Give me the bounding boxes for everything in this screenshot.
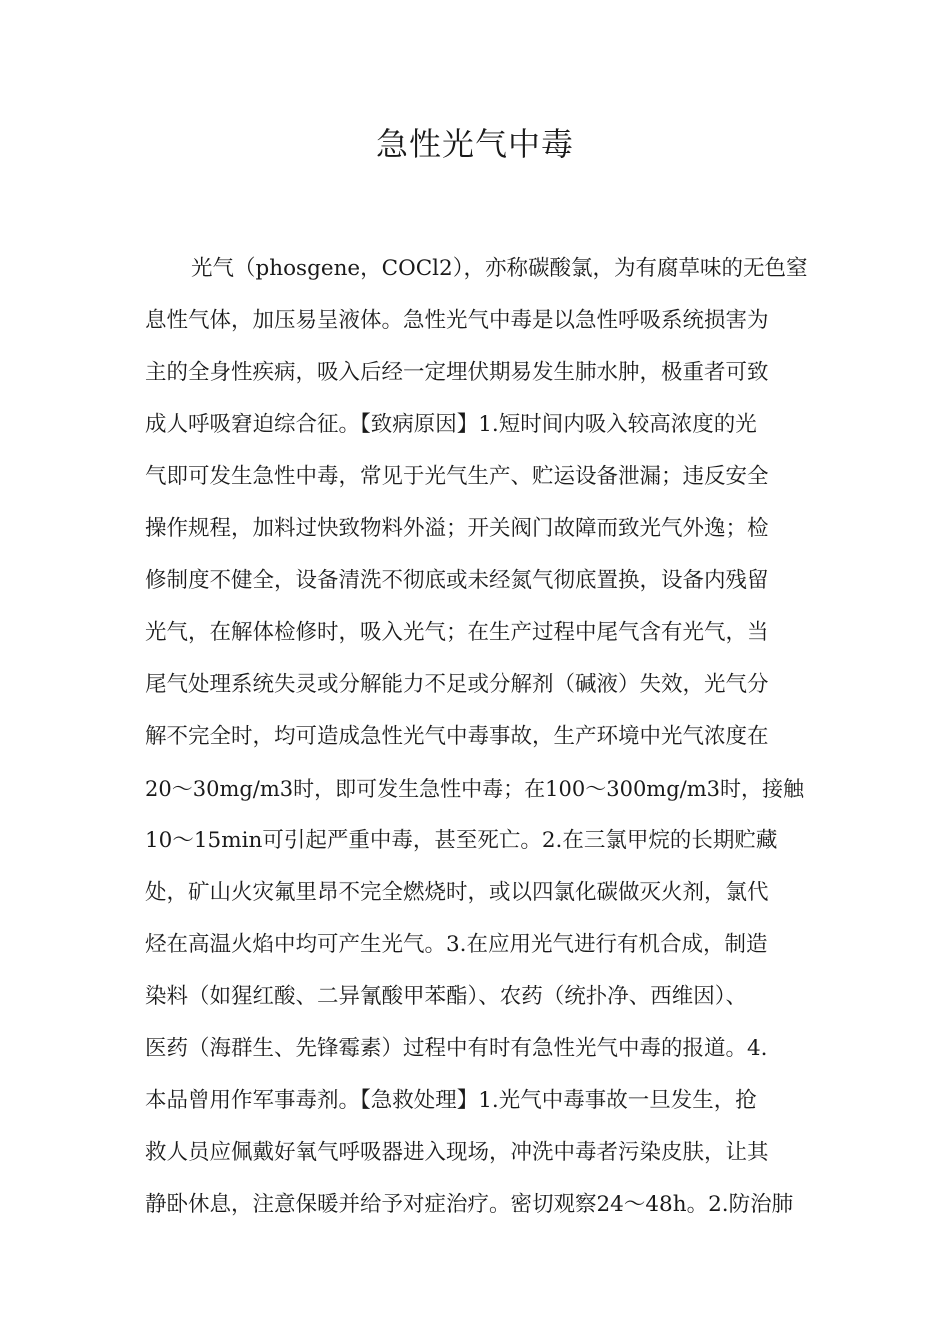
paragraph-line: 染料（如猩红酸、二异氰酸甲苯酯）、农药（统扑净、西维因）、 — [145, 984, 748, 1009]
paragraph-line: 救人员应佩戴好氧气呼吸器进入现场，冲洗中毒者污染皮肤，让其 — [145, 1140, 769, 1165]
paragraph-line: 光气（phosgene，COCl2），亦称碳酸氯，为有腐草味的无色窒 — [191, 256, 808, 281]
paragraph-line: 成人呼吸窘迫综合征。【致病原因】1.短时间内吸入较高浓度的光 — [145, 412, 757, 437]
paragraph-line: 气即可发生急性中毒，常见于光气生产、贮运设备泄漏；违反安全 — [145, 464, 769, 489]
paragraph-line: 主的全身性疾病，吸入后经一定埋伏期易发生肺水肿，极重者可致 — [145, 360, 769, 385]
paragraph-line: 处，矿山火灾氟里昂不完全燃烧时，或以四氯化碳做灭火剂，氯代 — [145, 880, 769, 905]
body-paragraph — [145, 243, 810, 1231]
paragraph-line: 操作规程，加料过快致物料外溢；开关阀门故障而致光气外逸；检 — [145, 516, 769, 541]
paragraph-line: 尾气处理系统失灵或分解能力不足或分解剂（碱液）失效，光气分 — [145, 672, 769, 697]
paragraph-line: 光气，在解体检修时，吸入光气；在生产过程中尾气含有光气，当 — [145, 620, 769, 645]
paragraph-line: 本品曾用作军事毒剂。【急救处理】1.光气中毒事故一旦发生，抢 — [145, 1088, 757, 1113]
paragraph-line: 医药（海群生、先锋霉素）过程中有时有急性光气中毒的报道。4. — [145, 1036, 768, 1061]
paragraph-line: 解不完全时，均可造成急性光气中毒事故，生产环境中光气浓度在 — [145, 724, 769, 749]
paragraph-line: 息性气体，加压易呈液体。急性光气中毒是以急性呼吸系统损害为 — [145, 308, 769, 333]
paragraph-line: 10～15min可引起严重中毒，甚至死亡。2.在三氯甲烷的长期贮藏 — [145, 828, 778, 853]
page-title: 急性光气中毒 — [375, 125, 574, 163]
paragraph-line: 静卧休息，注意保暖并给予对症治疗。密切观察24～48h。2.防治肺 — [145, 1192, 794, 1217]
paragraph-line: 烃在高温火焰中均可产生光气。3.在应用光气进行有机合成，制造 — [145, 932, 768, 957]
paragraph-line: 20～30mg/m3时，即可发生急性中毒；在100～300mg/m3时，接触 — [145, 777, 805, 801]
paragraph-line: 修制度不健全，设备清洗不彻底或未经氮气彻底置换，设备内残留 — [145, 568, 769, 593]
